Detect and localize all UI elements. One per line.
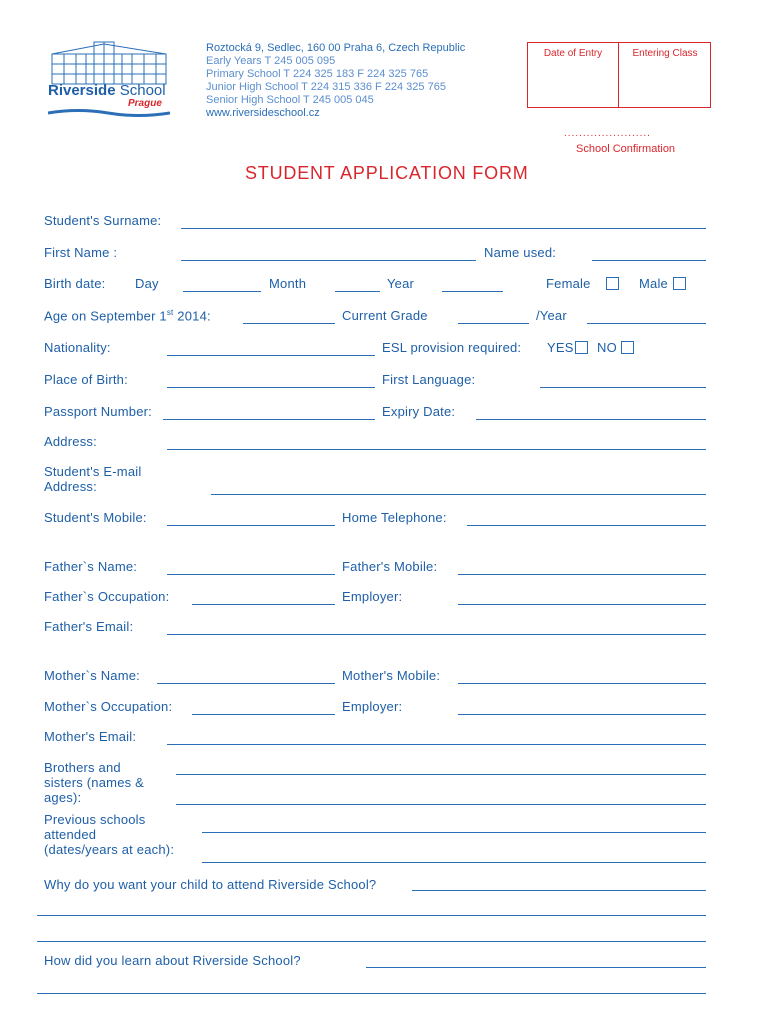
- first-language-field[interactable]: [540, 387, 706, 388]
- mother-email-label: Mother's Email:: [44, 729, 137, 744]
- place-of-birth-field[interactable]: [167, 387, 375, 388]
- why-field-1[interactable]: [412, 890, 706, 891]
- email-label-line2: Address:: [44, 479, 97, 494]
- mother-mobile-label: Mother's Mobile:: [342, 668, 441, 683]
- male-checkbox[interactable]: [673, 277, 686, 290]
- nationality-label: Nationality:: [44, 340, 111, 355]
- esl-no-label: NO: [597, 340, 617, 355]
- office-use-box: [527, 42, 711, 108]
- prev-schools-label-line2: attended: [44, 827, 97, 842]
- father-occupation-field[interactable]: [192, 604, 335, 605]
- name-used-field[interactable]: [592, 260, 706, 261]
- mother-email-field[interactable]: [167, 744, 706, 745]
- father-occupation-label: Father`s Occupation:: [44, 589, 170, 604]
- year-label: Year: [387, 276, 415, 291]
- siblings-label-line1: Brothers and: [44, 760, 121, 775]
- expiry-label: Expiry Date:: [382, 404, 456, 419]
- mother-occupation-label: Mother`s Occupation:: [44, 699, 173, 714]
- age-label-prefix: Age on September 1: [44, 308, 167, 324]
- passport-field[interactable]: [163, 419, 375, 420]
- name-used-label: Name used:: [484, 245, 557, 260]
- slash-year-label: /Year: [536, 308, 567, 323]
- first-name-label: First Name :: [44, 245, 118, 260]
- prev-schools-field-2[interactable]: [202, 862, 706, 863]
- date-of-entry-label: Date of Entry: [543, 48, 603, 59]
- mother-employer-label: Employer:: [342, 699, 403, 714]
- father-mobile-label: Father's Mobile:: [342, 559, 438, 574]
- address-field[interactable]: [167, 449, 706, 450]
- siblings-field-2[interactable]: [176, 804, 706, 805]
- father-employer-label: Employer:: [342, 589, 403, 604]
- home-tel-label: Home Telephone:: [342, 510, 447, 525]
- how-field-1[interactable]: [366, 967, 706, 968]
- age-field[interactable]: [243, 323, 335, 324]
- father-email-label: Father's Email:: [44, 619, 134, 634]
- mother-mobile-field[interactable]: [458, 683, 706, 684]
- school-name-light: School: [119, 82, 166, 99]
- esl-yes-label: YES: [547, 340, 574, 355]
- birth-date-label: Birth date:: [44, 276, 106, 291]
- place-of-birth-label: Place of Birth:: [44, 372, 128, 387]
- age-label-suffix: 2014:: [173, 308, 211, 324]
- school-address: Roztocká 9, Sedlec, 160 00 Praha 6, Czech Republic: [206, 42, 466, 54]
- esl-yes-checkbox[interactable]: [575, 341, 588, 354]
- expiry-field[interactable]: [476, 419, 706, 420]
- current-grade-field[interactable]: [458, 323, 529, 324]
- school-city: Prague: [128, 98, 162, 109]
- father-name-label: Father`s Name:: [44, 559, 138, 574]
- school-confirmation-label: School Confirmation: [576, 143, 676, 155]
- age-label-sup: st: [166, 308, 174, 317]
- siblings-field-1[interactable]: [176, 774, 706, 775]
- school-website[interactable]: www.riversideschool.cz: [206, 107, 320, 119]
- first-name-field[interactable]: [181, 260, 476, 261]
- birth-day-field[interactable]: [183, 291, 261, 292]
- first-language-label: First Language:: [382, 372, 476, 387]
- mobile-field[interactable]: [167, 525, 335, 526]
- age-label: [44, 308, 211, 323]
- surname-field[interactable]: [181, 228, 706, 229]
- nationality-field[interactable]: [167, 355, 375, 356]
- prev-schools-label-line3: (dates/years at each):: [44, 842, 175, 857]
- father-email-field[interactable]: [167, 634, 706, 635]
- school-name-bold: Riverside: [48, 82, 116, 99]
- address-label: Address:: [44, 434, 97, 449]
- day-label: Day: [135, 276, 159, 291]
- month-label: Month: [269, 276, 307, 291]
- esl-no-checkbox[interactable]: [621, 341, 634, 354]
- junior-high-phone: Junior High School T 224 315 336 F 224 325 765: [206, 81, 446, 93]
- passport-label: Passport Number:: [44, 404, 152, 419]
- why-field-3[interactable]: [37, 941, 706, 942]
- mobile-label: Student's Mobile:: [44, 510, 147, 525]
- early-years-phone: Early Years T 245 005 095: [206, 55, 336, 67]
- wave-icon: [48, 108, 170, 118]
- male-label: Male: [639, 276, 668, 291]
- father-mobile-field[interactable]: [458, 574, 706, 575]
- birth-year-field[interactable]: [442, 291, 503, 292]
- siblings-label-line2: sisters (names &: [44, 775, 145, 790]
- female-checkbox[interactable]: [606, 277, 619, 290]
- mother-employer-field[interactable]: [458, 714, 706, 715]
- father-name-field[interactable]: [167, 574, 335, 575]
- why-field-2[interactable]: [37, 915, 706, 916]
- birth-month-field[interactable]: [335, 291, 380, 292]
- surname-label: Student's Surname:: [44, 213, 162, 228]
- mother-name-label: Mother`s Name:: [44, 668, 140, 683]
- current-year-field[interactable]: [587, 323, 706, 324]
- mother-name-field[interactable]: [157, 683, 335, 684]
- form-title: STUDENT APPLICATION FORM: [245, 163, 529, 183]
- prev-schools-label-line1: Previous schools: [44, 812, 146, 827]
- why-label: Why do you want your child to attend Riverside School?: [44, 877, 377, 892]
- senior-high-phone: Senior High School T 245 005 045: [206, 94, 374, 106]
- mother-occupation-field[interactable]: [192, 714, 335, 715]
- siblings-label-line3: ages):: [44, 790, 82, 805]
- primary-phone: Primary School T 224 325 183 F 224 325 765: [206, 68, 429, 80]
- female-label: Female: [546, 276, 591, 291]
- entering-class-label: Entering Class: [632, 48, 698, 59]
- confirmation-dots: .......................: [564, 128, 651, 139]
- current-grade-label: Current Grade: [342, 308, 428, 323]
- how-field-2[interactable]: [37, 993, 706, 994]
- esl-label: ESL provision required:: [382, 340, 522, 355]
- email-field[interactable]: [211, 494, 706, 495]
- father-employer-field[interactable]: [458, 604, 706, 605]
- email-label-line1: Student's E-mail: [44, 464, 142, 479]
- how-label: How did you learn about Riverside School?: [44, 953, 301, 968]
- home-tel-field[interactable]: [467, 525, 706, 526]
- school-logo: [44, 40, 174, 120]
- prev-schools-field-1[interactable]: [202, 832, 706, 833]
